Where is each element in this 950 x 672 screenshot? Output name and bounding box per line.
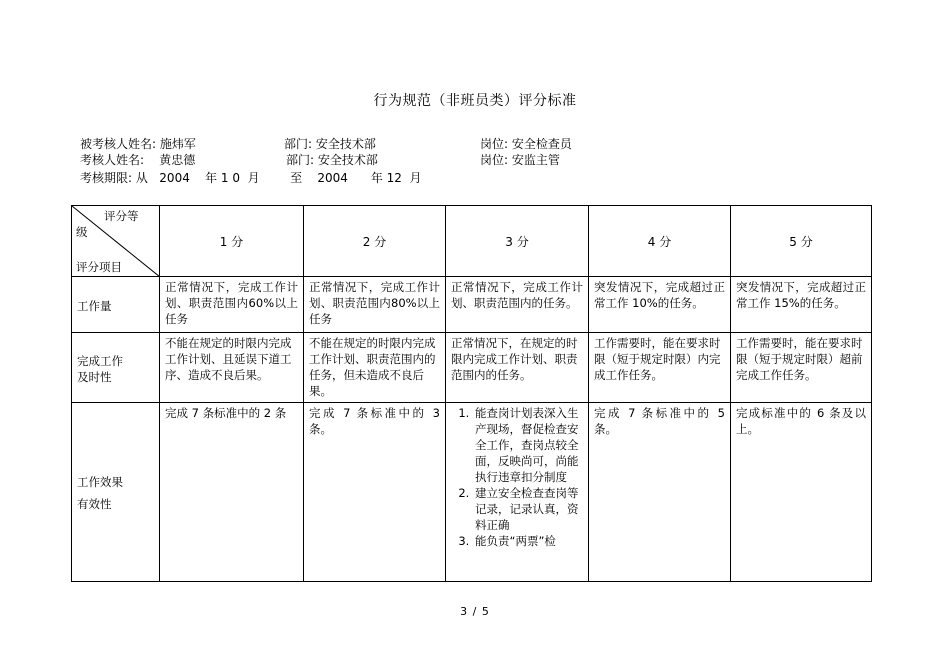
page-number: 3 / 5 — [460, 605, 490, 618]
criteria-list — [451, 405, 583, 549]
corner-label-level-cont: 级 — [76, 225, 88, 239]
row-label-line: 有效性 — [77, 497, 112, 511]
table-cell: 突发情况下，完成超过正常工作 10%的任务。 — [589, 277, 731, 333]
level-header-4: 4 分 — [589, 206, 731, 277]
list-item: 3. 能负责“两票”检 — [473, 533, 583, 549]
table-cell: 完成标准中的 6 条及以上。 — [731, 403, 872, 582]
assessor-name: 考核人姓名: 黄忠德 — [80, 153, 196, 167]
table-row — [72, 333, 872, 403]
table-cell: 正常情况下，在规定的时限内完成工作计划、职责范围内的任务。 — [446, 333, 589, 403]
table-cell: 不能在规定的时限内完成工作计划、且延误下道工序、造成不良后果。 — [160, 333, 304, 403]
header-corner-cell — [72, 206, 160, 277]
table-cell: 正常情况下，完成工作计划、职责范围内60%以上任务 — [160, 277, 304, 333]
level-header-2: 2 分 — [304, 206, 446, 277]
assessee-name: 被考核人姓名: 施炜军 — [80, 137, 196, 151]
table-header-row — [72, 206, 872, 277]
row-label-line: 及时性 — [77, 369, 112, 384]
table-cell: 正常情况下，完成工作计划、职责范围内80%以上任务 — [304, 277, 446, 333]
scoring-table — [71, 205, 872, 582]
row-label-line: 工作效果 — [77, 475, 123, 489]
corner-label-item: 评分项目 — [76, 260, 122, 274]
row-label-workload: 工作量 — [72, 277, 160, 333]
table-cell: 工作需要时，能在要求时限（短于规定时限）内完成工作任务。 — [589, 333, 731, 403]
document-title: 行为规范（非班员类）评分标准 — [373, 93, 577, 109]
corner-label-level: 评分等 — [104, 209, 139, 223]
assessee-department: 部门: 安全技术部 — [284, 137, 376, 151]
assessor-department: 部门: 安全技术部 — [286, 153, 378, 167]
table-row — [72, 277, 872, 333]
level-header-3: 3 分 — [446, 206, 589, 277]
table-cell: 突发情况下，完成超过正常工作 15%的任务。 — [731, 277, 872, 333]
table-cell: 完成 7 条标准中的 5 条。 — [589, 403, 731, 582]
table-cell — [446, 403, 589, 582]
list-item: 1. 能查岗计划表深入生产现场，督促检查安全工作，查岗点较全面，反映尚可，尚能执行违章扣分制度 — [473, 405, 583, 485]
assessment-period: 考核期限: 从 2004 年 1 0 月 至 2004 年 12 月 — [80, 171, 422, 185]
level-header-1: 1 分 — [160, 206, 304, 277]
table-cell: 正常情况下，完成工作计划、职责范围内的任务。 — [446, 277, 589, 333]
table-cell: 工作需要时，能在要求时限（短于规定时限）超前完成工作任务。 — [731, 333, 872, 403]
table-row — [72, 403, 872, 582]
table-cell: 不能在规定的时限内完成工作计划、职责范围内的任务，但未造成不良后果。 — [304, 333, 446, 403]
table-cell: 完成 7 条标准中的 2 条 — [160, 403, 304, 582]
assessee-post: 岗位: 安全检查员 — [480, 137, 572, 151]
assessor-post: 岗位: 安监主管 — [480, 153, 560, 167]
table-cell: 完成 7 条标准中的 3 条。 — [304, 403, 446, 582]
level-header-5: 5 分 — [731, 206, 872, 277]
row-label-line: 完成工作 — [77, 353, 123, 368]
list-item: 2. 建立安全检查查岗等记录，记录认真，资料正确 — [473, 485, 583, 533]
row-label-effectiveness — [72, 403, 160, 582]
row-label-timeliness — [72, 333, 160, 403]
